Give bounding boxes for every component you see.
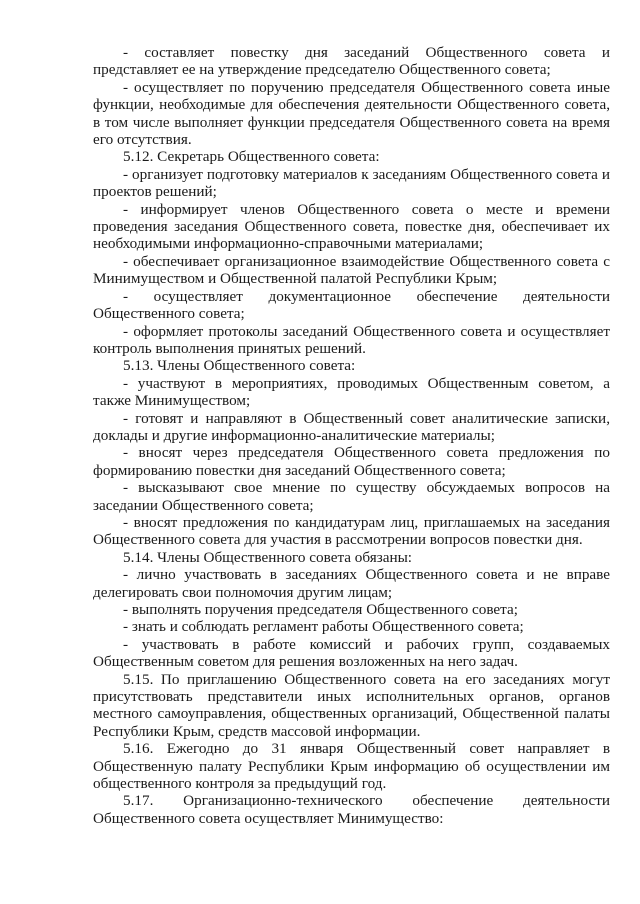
section-heading: 5.12. Секретарь Общественного совета: (123, 148, 380, 166)
paragraph: - знать и соблюдать регламент работы Общественного совета; (123, 618, 524, 636)
paragraph: - осуществляет по поручению председателя Общественного совета иные функции, необходимые для обеспечения деятельности Общественного совета, в том числе выполняет функции председателя Общественного совета на время его отсутствия. (93, 78, 610, 149)
paragraph: - обеспечивает организационное взаимодействие Общественного совета с Минимуществом и Общественной палатой Республики Крым; (93, 252, 610, 288)
paragraph: - вносят предложения по кандидатурам лиц, приглашаемых на заседания Общественного совета для участия в рассмотрении вопросов повестки дня. (93, 513, 610, 549)
paragraph: - участвовать в работе комиссий и рабочих групп, создаваемых Общественным советом для решения возложенных на него задач. (93, 635, 610, 671)
section-heading: 5.13. Члены Общественного совета: (123, 357, 356, 375)
paragraph: - осуществляет документационное обеспечение деятельности Общественного совета; (93, 287, 610, 323)
section-heading: 5.14. Члены Общественного совета обязаны: (123, 548, 413, 566)
paragraph: - высказывают свое мнение по существу обсуждаемых вопросов на заседании Общественного совета; (93, 479, 610, 514)
paragraph: 5.17. Организационно-технического обеспечение деятельности Общественного совета осуществляет Минимущество: (93, 792, 610, 827)
paragraph: - информирует членов Общественного совета о месте и времени проведения заседания Общественного совета, повестке дня, обеспечивает их необходимыми информационно-справочными материалами; (93, 200, 610, 253)
paragraph: - лично участвовать в заседаниях Общественного совета и не вправе делегировать свои полномочия другим лицам; (93, 566, 610, 601)
paragraph: - оформляет протоколы заседаний Общественного совета и осуществляет контроль выполнения принятых решений. (93, 322, 610, 357)
paragraph: 5.16. Ежегодно до 31 января Общественный совет направляет в Общественную палату Республики Крым информацию об осуществлении им общественного контроля за предыдущий год. (93, 740, 610, 793)
paragraph: - организует подготовку материалов к заседаниям Общественного совета и проектов решений; (93, 165, 610, 201)
paragraph: - выполнять поручения председателя Общественного совета; (123, 601, 518, 618)
paragraph: - вносят через председателя Общественного совета предложения по формированию повестки дня заседаний Общественного совета; (93, 444, 610, 479)
paragraph: - составляет повестку дня заседаний Общественного совета и представляет ее на утверждение председателю Общественного совета; (93, 44, 610, 79)
paragraph: - готовят и направляют в Общественный совет аналитические записки, доклады и другие информационно-аналитические материалы; (93, 409, 610, 444)
paragraph: 5.15. По приглашению Общественного совета на его заседаниях могут присутствовать представители иных исполнительных органов, органов местного самоуправления, общественных организаций, Общественной палаты Республики Крым, средств массовой информации. (93, 670, 610, 740)
paragraph: - участвуют в мероприятиях, проводимых Общественным советом, а также Минимуществом; (93, 374, 610, 410)
